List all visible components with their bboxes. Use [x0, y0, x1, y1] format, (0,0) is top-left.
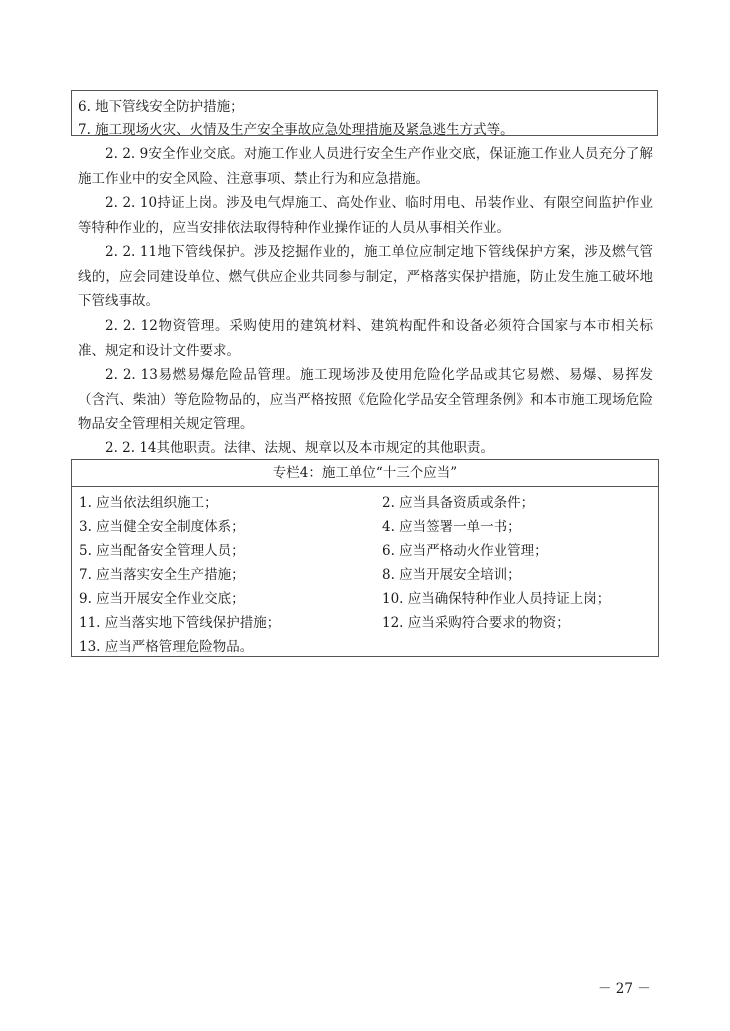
paragraph: 2. 2. 13易燃易爆危险品管理。施工现场涉及使用危险化学品或其它易燃、易爆、易挥发（含汽、柴油）等危险物品的，应当严格按照《危险化学品安全管理条例》和本市施工现场危险物品安全管理相关规定管理。: [78, 367, 653, 432]
column-box: [71, 459, 659, 657]
list-item: 3. 应当健全安全制度体系；: [79, 519, 245, 535]
list-item: 11. 应当落实地下管线保护措施；: [79, 615, 281, 631]
list-item: 2. 应当具备资质或条件；: [382, 495, 535, 511]
list-item: 6. 应当严格动火作业管理；: [382, 543, 548, 559]
list-item: 5. 应当配备安全管理人员；: [79, 543, 245, 559]
list-item: 6. 地下管线安全防护措施；: [78, 99, 244, 115]
paragraph: 2. 2. 12物资管理。采购使用的建筑材料、建筑构配件和设备必须符合国家与本市相关标准、规定和设计文件要求。: [78, 318, 653, 359]
list-item: 4. 应当签署一单一书；: [382, 519, 521, 535]
list-item: 8. 应当开展安全培训；: [382, 567, 521, 583]
list-item: 7. 施工现场火灾、火情及生产安全事故应急处理措施及紧急逃生方式等。: [78, 122, 514, 138]
list-item: 7. 应当落实安全生产措施；: [79, 567, 245, 583]
paragraph: 2. 2. 9安全作业交底。对施工作业人员进行安全生产作业交底，保证施工作业人员充分了解施工作业中的安全风险、注意事项、禁止行为和应急措施。: [78, 146, 653, 187]
paragraph: 2. 2. 10持证上岗。涉及电气焊施工、高处作业、临时用电、吊装作业、有限空间监护作业等特种作业的，应当安排依法取得特种作业操作证的人员从事相关作业。: [78, 195, 653, 236]
column-box-title: 专栏4：施工单位“十三个应当”: [72, 460, 658, 487]
list-item: 13. 应当严格管理危险物品。: [79, 639, 254, 655]
list-item: 1. 应当依法组织施工；: [79, 495, 218, 511]
paragraph: 2. 2. 11地下管线保护。涉及挖掘作业的，施工单位应制定地下管线保护方案，涉及燃气管线的，应会同建设单位、燃气供应企业共同参与制定，严格落实保护措施，防止发生施工破坏地下管线事故。: [78, 244, 653, 309]
list-item: 10. 应当确保特种作业人员持证上岗；: [382, 591, 611, 607]
top-list-box: [71, 90, 658, 136]
list-item: 12. 应当采购符合要求的物资；: [382, 615, 570, 631]
paragraph: 2. 2. 14其他职责。法律、法规、规章以及本市规定的其他职责。: [105, 440, 495, 456]
list-item: 9. 应当开展安全作业交底；: [79, 591, 245, 607]
page-number: － 27 －: [598, 981, 651, 997]
